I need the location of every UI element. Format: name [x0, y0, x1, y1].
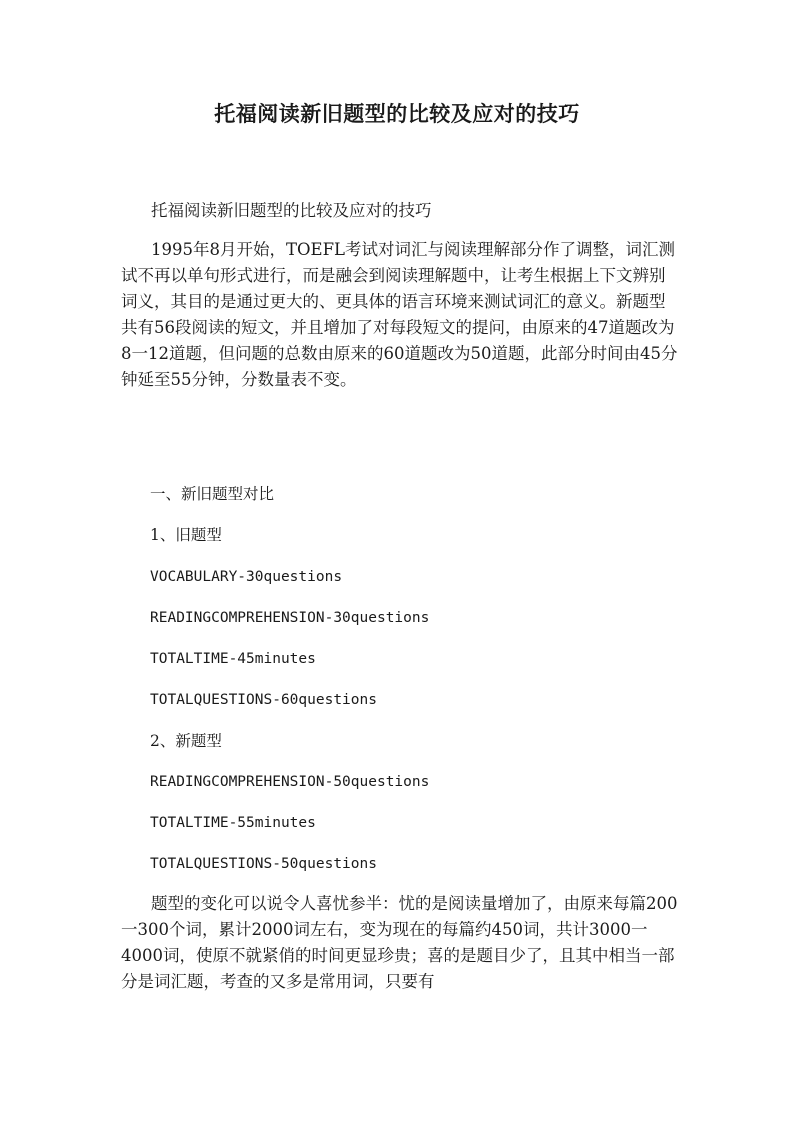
new-type-item-total-questions: TOTALQUESTIONS-50questions [150, 856, 377, 872]
old-type-item-total-time: TOTALTIME-45minutes [150, 651, 316, 667]
old-type-heading: 1、旧题型 [150, 526, 222, 544]
section-heading: 一、新旧题型对比 [150, 485, 275, 503]
old-type-item-vocabulary: VOCABULARY-30questions [150, 569, 343, 585]
old-type-item-reading: READINGCOMPREHENSION-30questions [150, 610, 430, 626]
intro-paragraph: 1995年8月开始，TOEFL考试对词汇与阅读理解部分作了调整，词汇测试不再以单句形式进行，而是融会到阅读理解题中，让考生根据上下文辨别词义，其目的是通过更大的、更具体的语言环境来测试词汇的意义。新题型共有56段阅读的短文，并且增加了对每段短文的提问，由原来的47道题改为8一12道题，但问题的总数由原来的60道题改为50道题，此部分时间由45分钟延至55分钟，分数量表不变。 [121, 240, 678, 389]
closing-paragraph: 题型的变化可以说令人喜忧参半：忧的是阅读量增加了，由原来每篇200一300个词，累计2000词左右，变为现在的每篇约450词，共计3000一4000词，使原不就紧俏的时间更显珍贵；喜的是题目少了，且其中相当一部分是词汇题，考查的又多是常用词，只要有 [121, 894, 678, 991]
document-title: 托福阅读新旧题型的比较及应对的技巧 [214, 101, 580, 126]
new-type-item-total-time: TOTALTIME-55minutes [150, 815, 316, 831]
old-type-item-total-questions: TOTALQUESTIONS-60questions [150, 692, 377, 708]
new-type-item-reading: READINGCOMPREHENSION-50questions [150, 774, 430, 790]
new-type-heading: 2、新题型 [150, 732, 222, 750]
document-subtitle: 托福阅读新旧题型的比较及应对的技巧 [151, 201, 432, 220]
